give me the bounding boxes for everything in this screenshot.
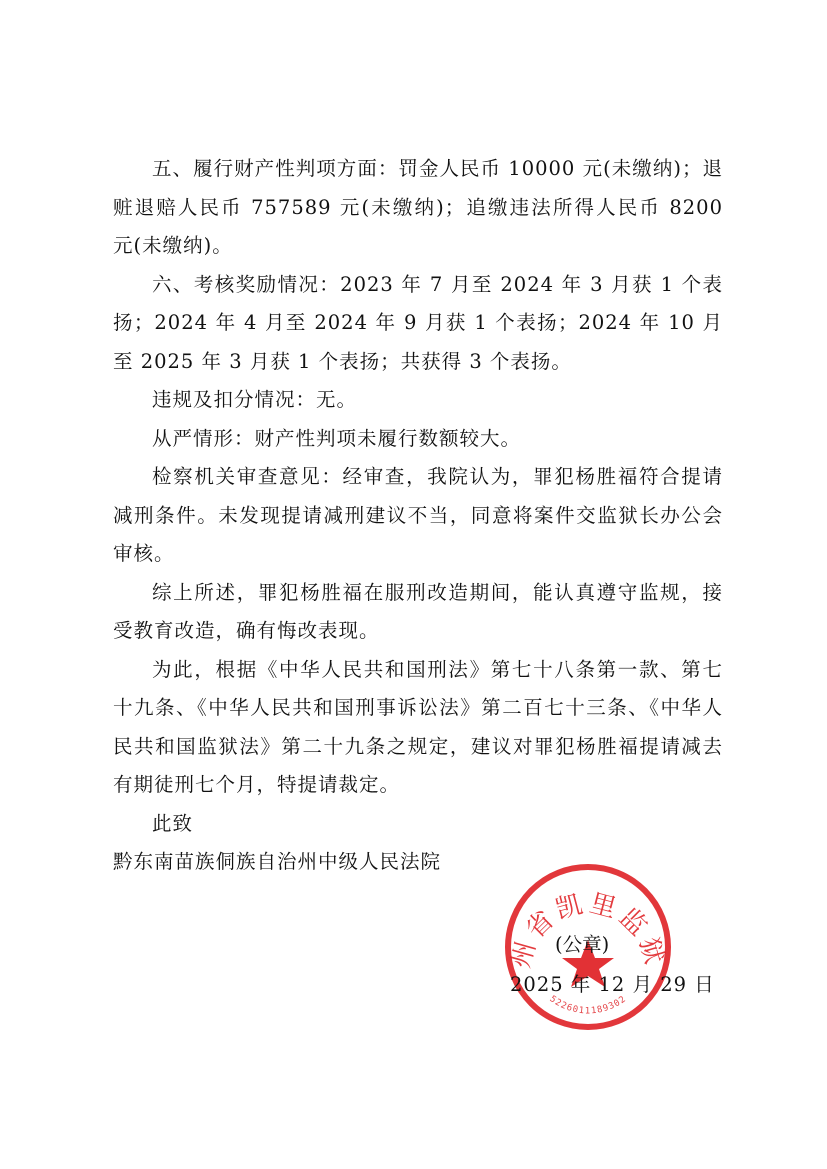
paragraph-violations: 违规及扣分情况：无。 <box>152 388 358 411</box>
addressee: 黔东南苗族侗族自治州中级人民法院 <box>113 850 442 873</box>
paragraph-salutation: 此致 <box>152 811 194 835</box>
seal-ring-text: 州省凯里监狱 <box>505 888 671 972</box>
paragraph-strict-circumstances: 从严情形：财产性判项未履行数额较大。 <box>152 426 522 450</box>
paragraph-procuratorate-opinion: 检察机关审查意见：经审查，我院认为，罪犯杨胜福符合提请减刑条件。未发现提请减刑建议不当，同意将案件交监狱长办公会审核。 <box>113 465 723 565</box>
paragraph-summary: 综上所述，罪犯杨胜福在服刑改造期间，能认真遵守监规，接受教育改造，确有悔改表现。 <box>113 580 723 642</box>
paragraph-rewards: 六、考核奖励情况：2023 年 7 月至 2024 年 3 月获 1 个表扬；2024 年 4 月至 2024 年 9 月获 1 个表扬；2024 年 10 月至 2025 年 3 月获 1 个表扬；共获得 3 个表扬。 <box>113 272 723 373</box>
document-date: 2025 年 12 月 29 日 <box>510 973 715 996</box>
paragraph-legal-basis: 为此，根据《中华人民共和国刑法》第七十八条第一款、第七十九条、《中华人民共和国刑事诉讼法》第二百七十三条、《中华人民共和国监狱法》第二十九条之规定，建议对罪犯杨胜福提请减去有期徒刑七个月，特提请裁定。 <box>113 657 723 796</box>
seal-serial-number: 5226011189302 <box>547 994 629 1017</box>
seal-label: (公章) <box>555 933 610 956</box>
paragraph-property-judgment: 五、履行财产性判项方面：罚金人民币 10000 元(未缴纳)；退赃退赔人民币 757589 元(未缴纳)；追缴违法所得人民币 8200 元(未缴纳)。 <box>113 157 723 257</box>
document-body <box>113 150 723 882</box>
